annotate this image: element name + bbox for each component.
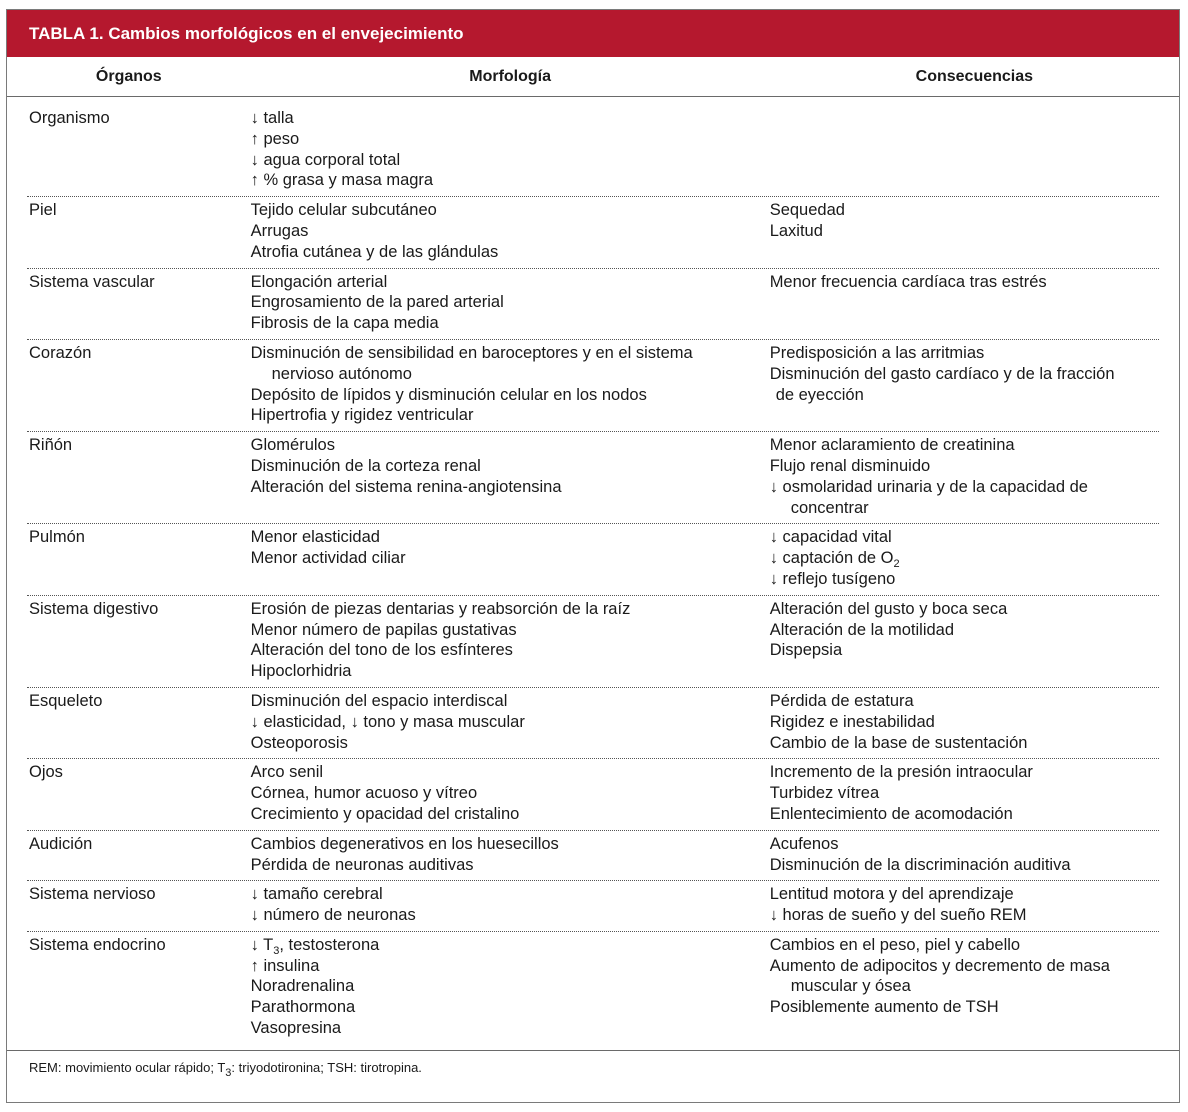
- consequence-line: Incremento de la presión intraocular: [769, 763, 1033, 782]
- morphology-line: Arco senil: [250, 763, 324, 782]
- morphology-line: Disminución del espacio interdiscal: [250, 691, 508, 710]
- morphology-line: Hipertrofia y rigidez ventricular: [250, 406, 474, 425]
- morphology-line: Crecimiento y opacidad del cristalino: [250, 804, 520, 823]
- morphology-line: ↓ número de neuronas: [250, 906, 416, 925]
- morphology-line: Tejido celular subcutáneo: [250, 201, 437, 220]
- morphology-line: Osteoporosis: [250, 733, 348, 752]
- morphology-line: ↓ talla: [250, 109, 294, 127]
- morphology-line: Atrofia cutánea y de las glándulas: [250, 242, 499, 261]
- consequence-line: Alteración de la motilidad: [769, 620, 955, 639]
- morphology-cell: [251, 108, 770, 191]
- consequence-line: Cambios en el peso, piel y cabello: [769, 935, 1021, 954]
- morphology-line: Arrugas: [250, 221, 309, 240]
- footnote-text: REM: movimiento ocular rápido; T: [29, 1060, 226, 1075]
- consequence-line: ↓ osmolaridad urinaria y de la capacidad de: [769, 477, 1088, 496]
- morphology-text: , testosterona: [279, 935, 380, 954]
- morphology-line: Vasopresina: [250, 1019, 342, 1038]
- consequence-line: muscular y ósea: [790, 977, 911, 996]
- organ-cell: Ojos: [29, 763, 63, 782]
- subscript: 2: [893, 558, 900, 571]
- morphology-line: ↑ peso: [250, 129, 300, 148]
- morphology-line: Cambios degenerativos en los huesecillos: [250, 834, 559, 853]
- consequence-line: Menor aclaramiento de creatinina: [769, 436, 1015, 455]
- consequence-line: Predisposición a las arritmias: [769, 343, 985, 362]
- table-row-sistema-nervioso: [27, 881, 1159, 932]
- morphology-line: Elongación arterial: [250, 272, 388, 291]
- consequence-line: de eyección: [775, 385, 864, 404]
- consequence-line: Turbidez vítrea: [769, 784, 880, 803]
- consequence-line: Disminución de la discriminación auditiva: [769, 855, 1071, 874]
- organ-cell: Sistema vascular: [29, 272, 155, 291]
- consequence-line: concentrar: [790, 498, 869, 517]
- morphology-line: nervioso autónomo: [271, 364, 412, 383]
- consequences-cell: [770, 691, 1159, 753]
- morphology-cell: [251, 834, 770, 876]
- consequence-line: ↓ capacidad vital: [769, 528, 892, 547]
- consequence-line: Enlentecimiento de acomodación: [769, 804, 1013, 823]
- organ-cell: Corazón: [29, 343, 92, 362]
- morphology-cell: [251, 691, 770, 753]
- morphology-line: Menor elasticidad: [250, 528, 380, 547]
- consequence-line: [770, 548, 1159, 569]
- consequence-line: Acufenos: [769, 834, 839, 853]
- morphology-line: Menor número de papilas gustativas: [250, 620, 517, 639]
- morphology-cell: [251, 435, 770, 518]
- morphology-line: Pérdida de neuronas auditivas: [250, 855, 474, 874]
- morphology-text: ↓ T: [250, 935, 274, 954]
- consequence-line: Laxitud: [769, 221, 823, 240]
- table-row-pulmon: [27, 524, 1159, 595]
- morphology-line: Alteración del tono de los esfínteres: [250, 641, 513, 660]
- header-morfologia: Morfología: [469, 67, 552, 85]
- consequence-line: Cambio de la base de sustentación: [769, 733, 1028, 752]
- morphology-line: Alteración del sistema renina-angiotensina: [250, 477, 562, 496]
- morphology-line: Fibrosis de la capa media: [250, 314, 439, 333]
- table-row-piel: [27, 197, 1159, 268]
- table-row-organismo: [27, 105, 1159, 197]
- organ-cell: Audición: [29, 834, 93, 853]
- morphology-line: ↓ elasticidad, ↓ tono y masa muscular: [250, 712, 525, 731]
- table-row-rinon: [27, 432, 1159, 524]
- table-row-sistema-endocrino: [27, 932, 1159, 1044]
- consequence-line: Lentitud motora y del aprendizaje: [769, 885, 1014, 904]
- organ-cell: Pulmón: [29, 528, 85, 547]
- table-row-sistema-digestivo: [27, 596, 1159, 688]
- table-row-sistema-vascular: [27, 269, 1159, 340]
- consequence-line: Pérdida de estatura: [769, 691, 914, 710]
- organ-cell: Piel: [29, 201, 57, 220]
- footnote-text: : triyodotironina; TSH: tirotropina.: [231, 1060, 422, 1075]
- table-1: [6, 9, 1180, 1103]
- morphology-cell: [251, 599, 770, 682]
- consequences-cell: [770, 884, 1159, 926]
- table-row-ojos: [27, 759, 1159, 830]
- header-consecuencias: Consecuencias: [915, 67, 1034, 85]
- table-body: [7, 97, 1179, 1050]
- header-organos: Órganos: [95, 67, 162, 85]
- morphology-cell: [251, 935, 770, 1039]
- organ-cell: Sistema nervioso: [29, 885, 156, 904]
- morphology-cell: [251, 527, 770, 589]
- morphology-cell: [251, 200, 770, 262]
- table-footnote: [7, 1050, 1179, 1102]
- consequence-line: Menor frecuencia cardíaca tras estrés: [769, 272, 1047, 291]
- consequences-cell: [770, 935, 1159, 1039]
- morphology-cell: [251, 884, 770, 926]
- morphology-line: Engrosamiento de la pared arterial: [250, 293, 504, 312]
- organ-cell: Sistema digestivo: [29, 599, 159, 618]
- consequences-cell: [770, 200, 1159, 262]
- morphology-line: Hipoclorhidria: [250, 662, 352, 681]
- table-row-esqueleto: [27, 688, 1159, 759]
- morphology-line: Depósito de lípidos y disminución celular en los nodos: [250, 385, 647, 404]
- table-row-audicion: [27, 831, 1159, 882]
- morphology-cell: [251, 272, 770, 334]
- morphology-line: ↑ insulina: [250, 956, 320, 975]
- morphology-line: Córnea, humor acuoso y vítreo: [250, 784, 478, 803]
- consequences-cell: [770, 108, 1159, 191]
- consequence-text: ↓ captación de O: [769, 549, 894, 568]
- organ-cell: Organismo: [29, 109, 110, 127]
- consequence-line: ↓ reflejo tusígeno: [769, 569, 896, 588]
- organ-cell: Sistema endocrino: [29, 935, 166, 954]
- morphology-line: Parathormona: [250, 998, 356, 1017]
- consequence-line: Rigidez e inestabilidad: [769, 712, 935, 731]
- subscript: 3: [273, 944, 280, 957]
- consequence-line: Dispepsia: [769, 641, 843, 660]
- morphology-line: ↑ % grasa y masa magra: [250, 171, 434, 190]
- consequence-line: Flujo renal disminuido: [769, 456, 931, 475]
- consequence-line: Sequedad: [769, 201, 845, 220]
- morphology-line: Glomérulos: [250, 436, 335, 455]
- organ-cell: Riñón: [29, 436, 73, 455]
- consequence-line: ↓ horas de sueño y del sueño REM: [769, 906, 1027, 925]
- table-header-row: [7, 57, 1179, 97]
- morphology-line: Disminución de sensibilidad en baroceptores y en el sistema: [250, 343, 693, 362]
- morphology-line: Disminución de la corteza renal: [250, 456, 481, 475]
- consequence-line: Posiblemente aumento de TSH: [769, 998, 999, 1017]
- table-title: TABLA 1. Cambios morfológicos en el envejecimiento: [7, 10, 1179, 57]
- subscript: 3: [225, 1067, 232, 1079]
- morphology-line: Erosión de piezas dentarias y reabsorción de la raíz: [250, 599, 631, 618]
- consequence-line: Disminución del gasto cardíaco y de la fracción: [769, 364, 1115, 383]
- table-row-corazon: [27, 340, 1159, 432]
- consequences-cell: [770, 762, 1159, 824]
- consequences-cell: [770, 272, 1159, 334]
- morphology-line: [251, 935, 770, 956]
- morphology-line: Menor actividad ciliar: [250, 549, 406, 568]
- consequences-cell: [770, 343, 1159, 426]
- morphology-line: ↓ agua corporal total: [250, 150, 401, 169]
- consequence-line: Alteración del gusto y boca seca: [769, 599, 1008, 618]
- consequences-cell: [770, 435, 1159, 518]
- morphology-line: Noradrenalina: [250, 977, 355, 996]
- consequences-cell: [770, 599, 1159, 682]
- consequences-cell: [770, 834, 1159, 876]
- consequences-cell: [770, 527, 1159, 589]
- morphology-line: ↓ tamaño cerebral: [250, 885, 383, 904]
- organ-cell: Esqueleto: [29, 691, 103, 710]
- morphology-cell: [251, 762, 770, 824]
- morphology-cell: [251, 343, 770, 426]
- consequence-line: Aumento de adipocitos y decremento de masa: [769, 956, 1110, 975]
